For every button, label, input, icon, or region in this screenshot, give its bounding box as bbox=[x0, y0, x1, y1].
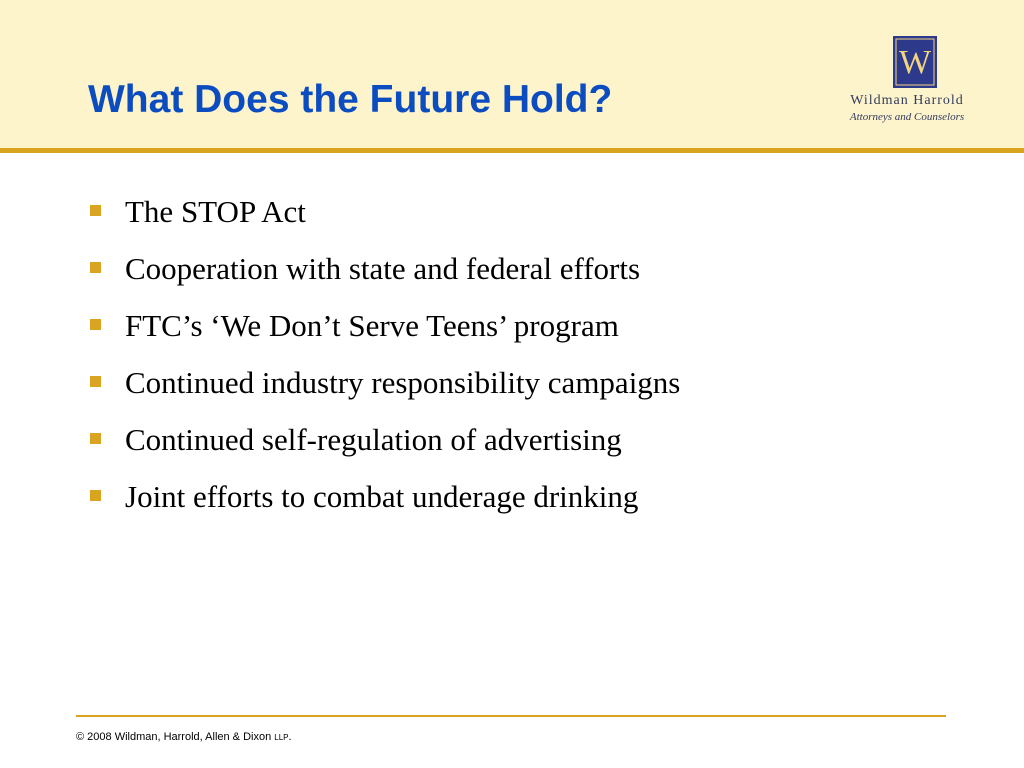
title-banner bbox=[0, 0, 1024, 148]
bullet-item bbox=[90, 192, 680, 249]
logo-tagline: Attorneys and Counselors bbox=[849, 111, 965, 123]
bullet-item bbox=[90, 420, 680, 477]
square-bullet-icon bbox=[90, 205, 101, 216]
footer-divider bbox=[76, 715, 946, 717]
footer-copyright-text: © 2008 Wildman, Harrold, Allen & Dixon bbox=[76, 731, 275, 743]
slide-title: What Does the Future Hold? bbox=[88, 78, 613, 121]
bullet-text: Continued self-regulation of advertising bbox=[125, 422, 622, 457]
footer-llp: LLP bbox=[274, 733, 289, 742]
bullet-text: Joint efforts to combat underage drinking bbox=[125, 479, 639, 514]
footer-copyright bbox=[76, 731, 292, 743]
title-divider bbox=[0, 148, 1024, 153]
bullet-text: Cooperation with state and federal efforts bbox=[125, 251, 641, 286]
logo-monogram-icon bbox=[893, 36, 937, 88]
logo-firm-name: Wildman Harrold bbox=[850, 93, 964, 108]
logo-monogram-letter: W bbox=[898, 44, 932, 81]
bullet-item bbox=[90, 249, 680, 306]
bullet-text: FTC’s ‘We Don’t Serve Teens’ program bbox=[125, 308, 619, 343]
bullet-list bbox=[90, 192, 680, 534]
bullet-item bbox=[90, 306, 680, 363]
square-bullet-icon bbox=[90, 433, 101, 444]
square-bullet-icon bbox=[90, 319, 101, 330]
footer-period: . bbox=[288, 731, 292, 743]
square-bullet-icon bbox=[90, 262, 101, 273]
bullet-item bbox=[90, 477, 680, 534]
bullet-text: The STOP Act bbox=[125, 194, 306, 229]
square-bullet-icon bbox=[90, 376, 101, 387]
bullet-text: Continued industry responsibility campaigns bbox=[125, 365, 681, 400]
bullet-item bbox=[90, 363, 680, 420]
square-bullet-icon bbox=[90, 490, 101, 501]
